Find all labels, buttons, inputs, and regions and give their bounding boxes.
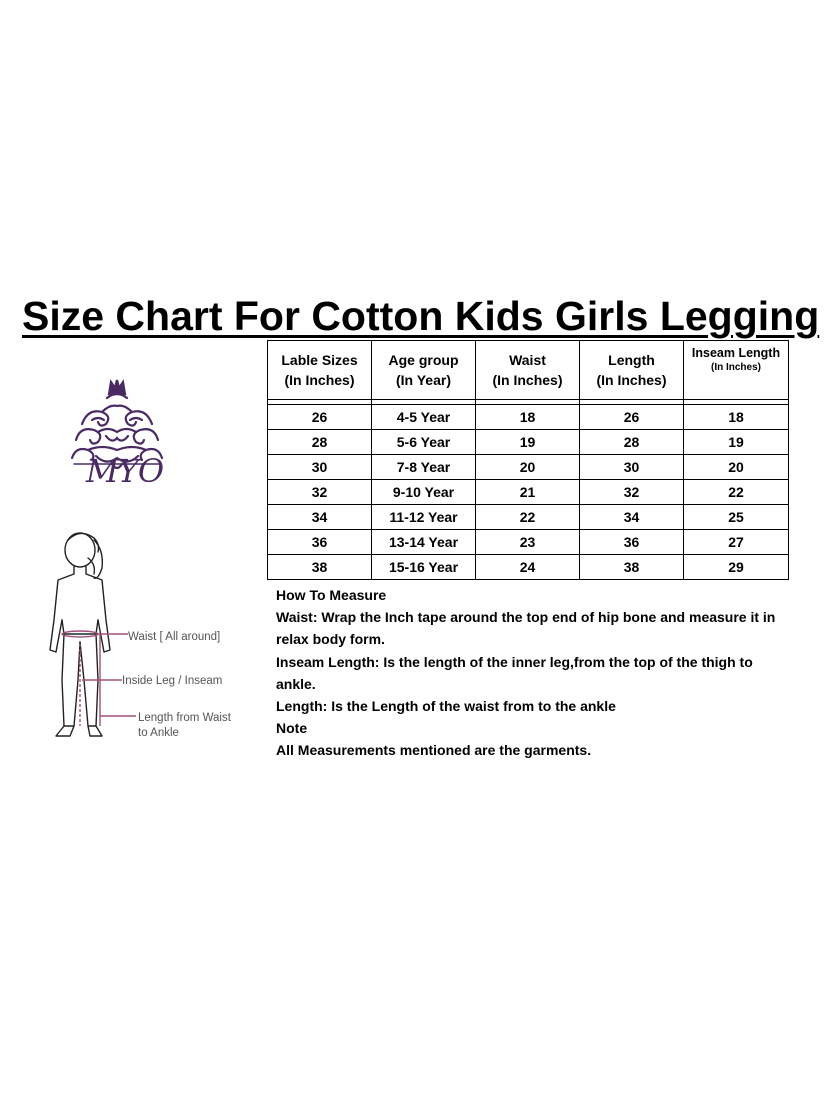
cell-size: 36 — [268, 530, 372, 555]
cell-waist: 20 — [476, 455, 580, 480]
cell-waist: 24 — [476, 555, 580, 580]
figure-label-waist: Waist [ All around] — [128, 631, 221, 643]
page-title: Size Chart For Cotton Kids Girls Legging — [22, 293, 820, 339]
notes-measurements: All Measurements mentioned are the garments. — [276, 742, 592, 759]
cell-length: 34 — [580, 505, 684, 530]
figure-label-length-line1: Length from Waist — [138, 712, 231, 724]
measurement-notes — [276, 584, 796, 762]
cell-inseam: 29 — [684, 555, 789, 580]
figure-label-inseam: Inside Leg / Inseam — [122, 675, 223, 687]
cell-waist: 19 — [476, 430, 580, 455]
cell-age-group: 15-16 Year — [372, 555, 476, 580]
cell-length: 28 — [580, 430, 684, 455]
figure-label-length-line2: to Ankle — [138, 727, 179, 739]
header-label-sizes: Lable Sizes (In Inches) — [268, 341, 372, 400]
notes-waist: Waist: Wrap the Inch tape around the top end of hip bone and measure it in relax body form. — [276, 609, 776, 648]
cell-length: 32 — [580, 480, 684, 505]
cell-length: 36 — [580, 530, 684, 555]
cell-age-group: 7-8 Year — [372, 455, 476, 480]
cell-waist: 22 — [476, 505, 580, 530]
cell-age-group: 5-6 Year — [372, 430, 476, 455]
table-row — [268, 405, 789, 430]
brand-logo-text: MYO — [86, 452, 164, 490]
cell-size: 38 — [268, 555, 372, 580]
table-row — [268, 530, 789, 555]
notes-inseam: Inseam Length: Is the length of the inner leg,from the top of the thigh to ankle. — [276, 653, 753, 692]
cell-size: 30 — [268, 455, 372, 480]
table-row — [268, 555, 789, 580]
cell-size: 32 — [268, 480, 372, 505]
cell-size: 28 — [268, 430, 372, 455]
cell-waist: 23 — [476, 530, 580, 555]
cell-size: 26 — [268, 405, 372, 430]
table-row — [268, 480, 789, 505]
cell-age-group: 11-12 Year — [372, 505, 476, 530]
cell-length: 30 — [580, 455, 684, 480]
cell-inseam: 19 — [684, 430, 789, 455]
table-row — [268, 430, 789, 455]
cell-inseam: 25 — [684, 505, 789, 530]
table-row — [268, 455, 789, 480]
header-inseam-length: Inseam Length (In Inches) — [684, 341, 789, 400]
header-waist: Waist (In Inches) — [476, 341, 580, 400]
notes-heading: How To Measure — [276, 587, 387, 603]
cell-waist: 21 — [476, 480, 580, 505]
cell-inseam: 27 — [684, 530, 789, 555]
notes-length: Length: Is the Length of the waist from to the ankle — [276, 698, 616, 715]
cell-inseam: 20 — [684, 455, 789, 480]
cell-age-group: 4-5 Year — [372, 405, 476, 430]
table-row — [268, 505, 789, 530]
cell-size: 34 — [268, 505, 372, 530]
size-table — [267, 340, 789, 580]
cell-age-group: 13-14 Year — [372, 530, 476, 555]
cell-waist: 18 — [476, 405, 580, 430]
cell-age-group: 9-10 Year — [372, 480, 476, 505]
notes-note-heading: Note — [276, 720, 308, 737]
cell-length: 38 — [580, 555, 684, 580]
cell-inseam: 22 — [684, 480, 789, 505]
header-age-group: Age group (In Year) — [372, 341, 476, 400]
cell-length: 26 — [580, 405, 684, 430]
cell-inseam: 18 — [684, 405, 789, 430]
table-header-row — [268, 341, 789, 400]
header-length: Length (In Inches) — [580, 341, 684, 400]
